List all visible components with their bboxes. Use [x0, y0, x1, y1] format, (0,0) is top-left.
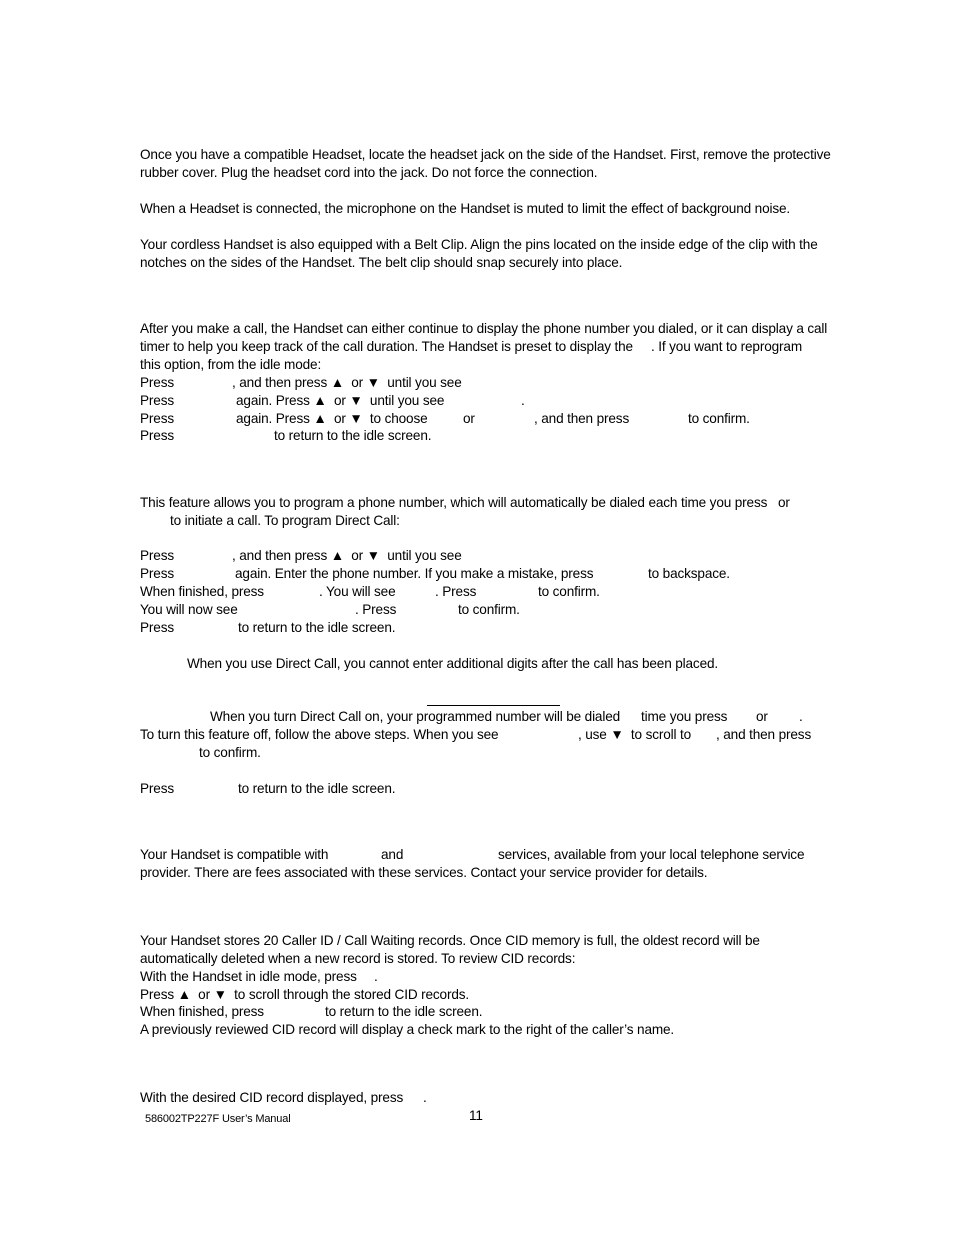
text-line-direct-step5	[0, 619, 954, 637]
text-line-timer-l2	[0, 338, 954, 356]
text-segment: Once you have a compatible Headset, locate the headset jack on the side of the Handset. First, remove the protective	[140, 147, 831, 162]
text-line-headset-p1-l1	[0, 146, 954, 164]
text-segment: or	[463, 411, 475, 426]
underline-rule	[427, 705, 560, 706]
text-segment: With the Handset in idle mode, press	[140, 969, 357, 984]
text-line-direct-l2	[0, 512, 954, 530]
text-line-direct-l1	[0, 494, 954, 512]
text-line-direct-step4	[0, 601, 954, 619]
text-line-direct-step3	[0, 583, 954, 601]
text-segment: Press	[140, 548, 174, 563]
text-segment: , and then press	[534, 411, 630, 426]
text-line-cid-step3	[0, 1003, 954, 1021]
text-segment: Press	[140, 428, 174, 443]
text-segment: When finished, press	[140, 1004, 264, 1019]
text-segment: Press ▲ or ▼ to scroll through the stored CID records.	[140, 987, 470, 1002]
text-segment: to return to the idle screen.	[274, 428, 432, 443]
text-segment: and	[381, 847, 404, 862]
text-segment: or	[778, 495, 790, 510]
text-segment: . If you want to reprogram	[651, 339, 802, 354]
text-line-timer-step2	[0, 392, 954, 410]
text-segment: services, available from your local telephone service	[498, 847, 805, 862]
text-segment: , and then press	[716, 727, 812, 742]
text-line-direct-step2	[0, 565, 954, 583]
text-segment: again. Press ▲ or ▼ until you see	[236, 393, 445, 408]
text-segment: Your Handset stores 20 Caller ID / Call Waiting records. Once CID memory is full, the oldest record will be	[140, 933, 760, 948]
text-line-timer-l3	[0, 356, 954, 374]
text-segment: again. Enter the phone number. If you make a mistake, press	[235, 566, 594, 581]
text-line-direct-on-l4	[0, 780, 954, 798]
footer-manual-name: 586002TP227F User’s Manual	[145, 1113, 291, 1125]
text-segment: . You will see	[319, 584, 396, 599]
text-segment: Your Handset is compatible with	[140, 847, 329, 862]
text-line-timer-step1	[0, 374, 954, 392]
page-number: 11	[469, 1108, 483, 1123]
text-segment: to return to the idle screen.	[325, 1004, 483, 1019]
text-segment: rubber cover. Plug the headset cord into the jack. Do not force the connection.	[140, 165, 598, 180]
text-line-cid-intro-l1	[0, 846, 954, 864]
text-segment: to confirm.	[688, 411, 750, 426]
text-segment: , and then press ▲ or ▼ until you see	[232, 375, 462, 390]
text-segment: .	[423, 1090, 427, 1105]
text-line-headset-p1-l2	[0, 164, 954, 182]
text-segment: to initiate a call. To program Direct Call:	[170, 513, 400, 528]
text-segment: .	[799, 709, 803, 724]
text-segment: Press	[140, 566, 174, 581]
text-line-direct-step1	[0, 547, 954, 565]
text-segment: Press	[140, 620, 174, 635]
text-segment: time you press	[641, 709, 728, 724]
text-segment: automatically deleted when a new record is stored. To review CID records:	[140, 951, 576, 966]
text-segment: When you turn Direct Call on, your programmed number will be dialed	[210, 709, 621, 724]
text-segment: When you use Direct Call, you cannot enter additional digits after the call has been placed.	[187, 656, 719, 671]
text-segment: , use ▼ to scroll to	[578, 727, 692, 742]
text-segment: . Press	[355, 602, 397, 617]
text-segment: , and then press ▲ or ▼ until you see	[232, 548, 462, 563]
text-segment: To turn this feature off, follow the above steps. When you see	[140, 727, 499, 742]
text-line-direct-on-l3	[0, 744, 954, 762]
text-segment: Press	[140, 781, 174, 796]
text-line-timer-step4	[0, 427, 954, 445]
text-segment: You will now see	[140, 602, 238, 617]
text-segment: to return to the idle screen.	[238, 620, 396, 635]
text-segment: A previously reviewed CID record will display a check mark to the right of the caller’s name.	[140, 1022, 675, 1037]
text-segment: When finished, press	[140, 584, 264, 599]
text-segment: to backspace.	[648, 566, 730, 581]
text-line-direct-note	[0, 655, 954, 673]
text-segment: Press	[140, 411, 174, 426]
text-line-direct-on-l1	[0, 708, 954, 726]
text-line-beltclip-l2	[0, 254, 954, 272]
text-segment: This feature allows you to program a phone number, which will automatically be dialed each time you press	[140, 495, 768, 510]
text-segment: .	[521, 393, 525, 408]
text-segment: to return to the idle screen.	[238, 781, 396, 796]
text-segment: . Press	[435, 584, 477, 599]
text-segment: Press	[140, 375, 174, 390]
text-segment: Your cordless Handset is also equipped with a Belt Clip. Align the pins located on the inside edge of the clip with the	[140, 237, 818, 252]
text-line-cid-records-l1	[0, 932, 954, 950]
text-segment: notches on the sides of the Handset. The belt clip should snap securely into place.	[140, 255, 623, 270]
text-line-direct-on-l2	[0, 726, 954, 744]
text-segment: timer to help you keep track of the call duration. The Handset is preset to display the	[140, 339, 633, 354]
text-segment: With the desired CID record displayed, press	[140, 1090, 404, 1105]
text-line-cid-dial-l1	[0, 1089, 954, 1107]
text-line-cid-intro-l2	[0, 864, 954, 882]
text-segment: When a Headset is connected, the microphone on the Handset is muted to limit the effect of background noise.	[140, 201, 791, 216]
text-segment: to confirm.	[199, 745, 261, 760]
text-segment: to confirm.	[538, 584, 600, 599]
text-segment: again. Press ▲ or ▼ to choose	[236, 411, 428, 426]
text-segment: to confirm.	[458, 602, 520, 617]
text-segment: After you make a call, the Handset can either continue to display the phone number you dialed, or it can display a call	[140, 321, 828, 336]
text-line-cid-step4	[0, 1021, 954, 1039]
text-line-cid-records-l2	[0, 950, 954, 968]
text-segment: Press	[140, 393, 174, 408]
text-line-cid-step2	[0, 986, 954, 1004]
text-segment: or	[756, 709, 768, 724]
text-segment: .	[374, 969, 378, 984]
text-line-timer-l1	[0, 320, 954, 338]
text-segment: provider. There are fees associated with these services. Contact your service provider for details.	[140, 865, 708, 880]
text-line-beltclip-l1	[0, 236, 954, 254]
text-segment: this option, from the idle mode:	[140, 357, 322, 372]
text-line-headset-p2-l1	[0, 200, 954, 218]
text-line-cid-step1	[0, 968, 954, 986]
text-line-timer-step3	[0, 410, 954, 428]
